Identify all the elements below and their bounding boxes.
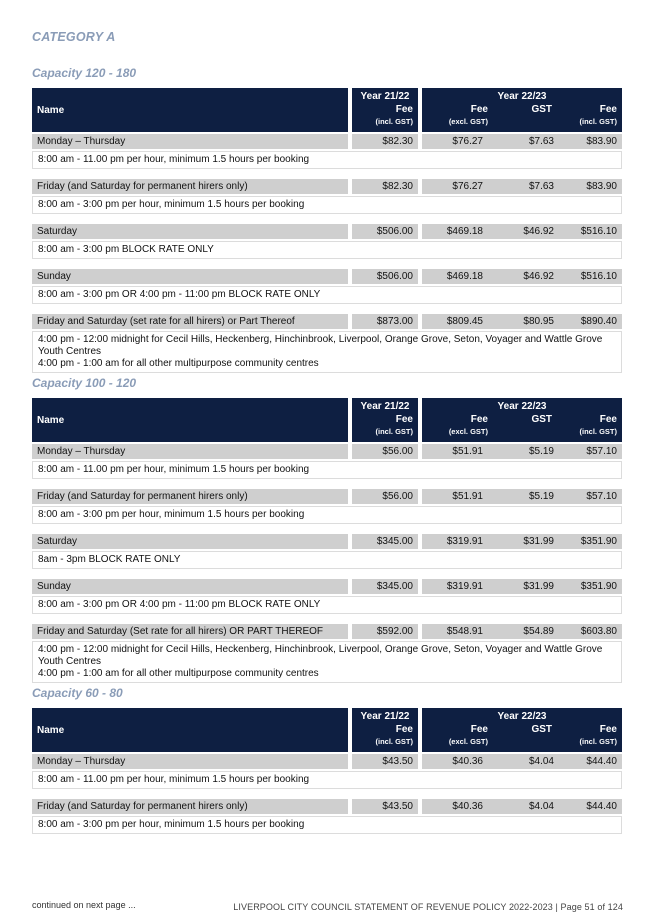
- fee-table: [32, 398, 622, 683]
- row-gst: $7.63: [488, 134, 554, 149]
- header-fee-label: Fee: [395, 104, 413, 115]
- header-year1-label: Year 21/22: [360, 91, 410, 102]
- header-name: Name: [32, 88, 348, 132]
- header-fee-incl: [580, 414, 618, 437]
- category-title: CATEGORY A: [32, 30, 116, 44]
- row-name: Monday – Thursday: [32, 134, 348, 149]
- header-year2: [422, 398, 622, 442]
- header-name: Name: [32, 398, 348, 442]
- description-line: 8am - 3pm BLOCK RATE ONLY: [38, 554, 181, 565]
- row-fee-excl-gst: $469.18: [422, 224, 488, 239]
- header-fee-label: Fee: [470, 414, 488, 425]
- row-gst: $5.19: [488, 489, 554, 504]
- description-line: 8:00 am - 11.00 pm per hour, minimum 1.5 hours per booking: [38, 154, 310, 165]
- header-fee-incl: [376, 724, 414, 747]
- row-fee-incl-gst: $83.90: [554, 179, 622, 194]
- row-gst: $80.95: [488, 314, 554, 329]
- header-fee-label: Fee: [470, 104, 488, 115]
- header-gst-label: GST: [531, 414, 552, 425]
- row-fee-excl-gst: $469.18: [422, 269, 488, 284]
- row-name: Sunday: [32, 269, 348, 284]
- row-gst: $46.92: [488, 224, 554, 239]
- row-spacer: [32, 569, 622, 577]
- row-fee-incl-gst: $57.10: [554, 489, 622, 504]
- header-fee-incl: [376, 414, 414, 437]
- table-row: [32, 534, 622, 549]
- header-fee-excl: [449, 724, 488, 747]
- footer-page-info: LIVERPOOL CITY COUNCIL STATEMENT OF REVENUE POLICY 2022-2023 | Page 51 of 124: [233, 902, 623, 912]
- row-spacer: [32, 524, 622, 532]
- header-fee-label: Fee: [599, 724, 617, 735]
- table-row: [32, 314, 622, 329]
- header-year1-label: Year 21/22: [360, 711, 410, 722]
- header-year2-label: Year 22/23: [497, 711, 547, 722]
- row-spacer: [32, 169, 622, 177]
- table-row: [32, 489, 622, 504]
- header-year1: [352, 88, 418, 132]
- row-fee-2122: $43.50: [352, 754, 418, 769]
- row-description: [32, 506, 622, 524]
- row-fee-incl-gst: $57.10: [554, 444, 622, 459]
- row-name: Sunday: [32, 579, 348, 594]
- row-fee-2122: $82.30: [352, 179, 418, 194]
- row-spacer: [32, 614, 622, 622]
- header-gst-label: GST: [531, 104, 552, 115]
- description-line: 8:00 am - 11.00 pm per hour, minimum 1.5 hours per booking: [38, 774, 310, 785]
- row-fee-excl-gst: $40.36: [422, 754, 488, 769]
- row-fee-excl-gst: $548.91: [422, 624, 488, 639]
- header-incl-label: (incl. GST): [579, 117, 617, 126]
- row-fee-incl-gst: $44.40: [554, 799, 622, 814]
- row-name: Monday – Thursday: [32, 754, 348, 769]
- row-fee-incl-gst: $351.90: [554, 579, 622, 594]
- description-line: 8:00 am - 3:00 pm per hour, minimum 1.5 hours per booking: [38, 509, 305, 520]
- header-year2-label: Year 22/23: [497, 401, 547, 412]
- row-name: Monday – Thursday: [32, 444, 348, 459]
- row-fee-excl-gst: $319.91: [422, 579, 488, 594]
- table-row: [32, 134, 622, 149]
- description-line: 4:00 pm - 1:00 am for all other multipurpose community centres: [38, 668, 319, 679]
- row-fee-2122: $506.00: [352, 224, 418, 239]
- header-fee-label: Fee: [599, 104, 617, 115]
- table-row: [32, 444, 622, 459]
- header-year1: [352, 398, 418, 442]
- table-row: [32, 579, 622, 594]
- row-fee-incl-gst: $603.80: [554, 624, 622, 639]
- description-line: 8:00 am - 3:00 pm per hour, minimum 1.5 hours per booking: [38, 819, 305, 830]
- row-fee-excl-gst: $76.27: [422, 179, 488, 194]
- description-line: 4:00 pm - 1:00 am for all other multipurpose community centres: [38, 358, 319, 369]
- header-fee-incl: [580, 724, 618, 747]
- header-fee-incl: [580, 104, 618, 127]
- header-excl-label: (excl. GST): [448, 117, 488, 126]
- row-fee-incl-gst: $890.40: [554, 314, 622, 329]
- row-gst: $4.04: [488, 754, 554, 769]
- description-line: 8:00 am - 3:00 pm BLOCK RATE ONLY: [38, 244, 214, 255]
- row-fee-excl-gst: $40.36: [422, 799, 488, 814]
- row-gst: $31.99: [488, 579, 554, 594]
- row-gst: $7.63: [488, 179, 554, 194]
- row-spacer: [32, 789, 622, 797]
- row-description: [32, 331, 622, 373]
- description-line: 8:00 am - 3:00 pm per hour, minimum 1.5 hours per booking: [38, 199, 305, 210]
- header-excl-label: (excl. GST): [448, 737, 488, 746]
- row-name: Friday and Saturday (Set rate for all hirers) OR PART THEREOF: [32, 624, 348, 639]
- table-row: [32, 224, 622, 239]
- row-spacer: [32, 479, 622, 487]
- row-gst: $4.04: [488, 799, 554, 814]
- header-year1-label: Year 21/22: [360, 401, 410, 412]
- header-fee-label: Fee: [395, 414, 413, 425]
- section-title: Capacity 100 - 120: [32, 376, 137, 390]
- row-fee-incl-gst: $351.90: [554, 534, 622, 549]
- header-gst-label: GST: [531, 724, 552, 735]
- row-fee-2122: $873.00: [352, 314, 418, 329]
- row-fee-2122: $82.30: [352, 134, 418, 149]
- row-fee-2122: $43.50: [352, 799, 418, 814]
- header-fee-label: Fee: [395, 724, 413, 735]
- header-fee-excl: [449, 104, 488, 127]
- header-incl-label: (incl. GST): [375, 117, 413, 126]
- header-gst: [531, 104, 552, 116]
- header-name: Name: [32, 708, 348, 752]
- table-row: [32, 799, 622, 814]
- header-fee-incl: [376, 104, 414, 127]
- fee-table: [32, 708, 622, 834]
- section-title: Capacity 120 - 180: [32, 66, 137, 80]
- row-description: [32, 286, 622, 304]
- row-fee-2122: $56.00: [352, 489, 418, 504]
- row-name: Saturday: [32, 534, 348, 549]
- description-line: 8:00 am - 3:00 pm OR 4:00 pm - 11:00 pm BLOCK RATE ONLY: [38, 289, 321, 300]
- header-fee-excl: [449, 414, 488, 437]
- fee-table: [32, 88, 622, 373]
- row-description: [32, 241, 622, 259]
- header-incl-label: (incl. GST): [375, 427, 413, 436]
- row-fee-incl-gst: $83.90: [554, 134, 622, 149]
- row-description: [32, 816, 622, 834]
- row-fee-2122: $56.00: [352, 444, 418, 459]
- header-fee-label: Fee: [470, 724, 488, 735]
- row-description: [32, 596, 622, 614]
- table-row: [32, 269, 622, 284]
- row-fee-excl-gst: $51.91: [422, 444, 488, 459]
- header-gst: [531, 724, 552, 736]
- row-fee-excl-gst: $319.91: [422, 534, 488, 549]
- row-name: Friday and Saturday (set rate for all hirers) or Part Thereof: [32, 314, 348, 329]
- row-name: Friday (and Saturday for permanent hirers only): [32, 489, 348, 504]
- row-fee-incl-gst: $44.40: [554, 754, 622, 769]
- table-row: [32, 179, 622, 194]
- row-description: [32, 551, 622, 569]
- row-fee-excl-gst: $809.45: [422, 314, 488, 329]
- header-gst: [531, 414, 552, 426]
- row-fee-incl-gst: $516.10: [554, 269, 622, 284]
- row-name: Friday (and Saturday for permanent hirers only): [32, 179, 348, 194]
- row-description: [32, 196, 622, 214]
- header-year2: [422, 88, 622, 132]
- row-gst: $31.99: [488, 534, 554, 549]
- description-line: 8:00 am - 11.00 pm per hour, minimum 1.5 hours per booking: [38, 464, 310, 475]
- row-gst: $46.92: [488, 269, 554, 284]
- row-name: Friday (and Saturday for permanent hirers only): [32, 799, 348, 814]
- header-incl-label: (incl. GST): [579, 737, 617, 746]
- row-fee-2122: $345.00: [352, 534, 418, 549]
- table-header: [32, 708, 622, 752]
- header-year1: [352, 708, 418, 752]
- description-line: 4:00 pm - 12:00 midnight for Cecil Hills, Heckenberg, Hinchinbrook, Liverpool, Orange Grove, Seton, Voyager and Wattle Grove Youth Centres: [38, 644, 603, 667]
- header-fee-label: Fee: [599, 414, 617, 425]
- row-fee-2122: $345.00: [352, 579, 418, 594]
- row-gst: $54.89: [488, 624, 554, 639]
- row-fee-excl-gst: $76.27: [422, 134, 488, 149]
- table-row: [32, 754, 622, 769]
- header-excl-label: (excl. GST): [448, 427, 488, 436]
- table-row: [32, 624, 622, 639]
- table-header: [32, 398, 622, 442]
- row-description: [32, 151, 622, 169]
- row-spacer: [32, 304, 622, 312]
- row-name: Saturday: [32, 224, 348, 239]
- row-description: [32, 461, 622, 479]
- footer-continued: continued on next page ...: [32, 900, 136, 910]
- header-year2-label: Year 22/23: [497, 91, 547, 102]
- section-title: Capacity 60 - 80: [32, 686, 123, 700]
- row-spacer: [32, 259, 622, 267]
- row-description: [32, 641, 622, 683]
- row-gst: $5.19: [488, 444, 554, 459]
- header-incl-label: (incl. GST): [579, 427, 617, 436]
- header-year2: [422, 708, 622, 752]
- table-header: [32, 88, 622, 132]
- row-spacer: [32, 214, 622, 222]
- row-fee-2122: $506.00: [352, 269, 418, 284]
- row-fee-excl-gst: $51.91: [422, 489, 488, 504]
- row-fee-2122: $592.00: [352, 624, 418, 639]
- header-incl-label: (incl. GST): [375, 737, 413, 746]
- description-line: 4:00 pm - 12:00 midnight for Cecil Hills, Heckenberg, Hinchinbrook, Liverpool, Orange Grove, Seton, Voyager and Wattle Grove Youth Centres: [38, 334, 603, 357]
- row-description: [32, 771, 622, 789]
- row-fee-incl-gst: $516.10: [554, 224, 622, 239]
- description-line: 8:00 am - 3:00 pm OR 4:00 pm - 11:00 pm BLOCK RATE ONLY: [38, 599, 321, 610]
